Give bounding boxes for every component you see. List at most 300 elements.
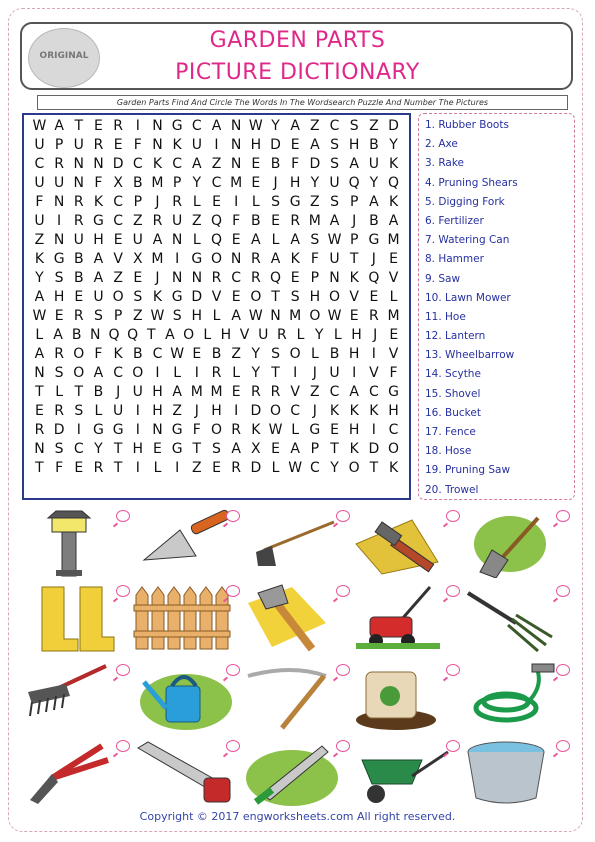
puzzle-letter[interactable]: D	[53, 422, 65, 438]
puzzle-letter[interactable]: Q	[210, 213, 222, 229]
puzzle-letter[interactable]: V	[211, 289, 222, 305]
puzzle-letter[interactable]: Z	[34, 232, 45, 248]
puzzle-letter[interactable]: H	[348, 137, 360, 153]
puzzle-letter[interactable]: Q	[269, 270, 282, 286]
puzzle-letter[interactable]: V	[388, 270, 399, 286]
puzzle-letter[interactable]: I	[194, 365, 199, 381]
puzzle-letter[interactable]: A	[165, 327, 175, 343]
puzzle-letter[interactable]: D	[250, 403, 262, 419]
puzzle-letter[interactable]: P	[113, 308, 123, 324]
puzzle-letter[interactable]: J	[194, 403, 199, 419]
puzzle-letter[interactable]: K	[34, 251, 45, 267]
puzzle-letter[interactable]: M	[210, 384, 223, 400]
puzzle-letter[interactable]: U	[34, 137, 45, 153]
puzzle-letter[interactable]: Y	[389, 137, 398, 153]
puzzle-letter[interactable]: D	[270, 137, 281, 153]
puzzle-letter[interactable]: K	[113, 346, 123, 362]
puzzle-letter[interactable]: R	[93, 137, 104, 153]
puzzle-letter[interactable]: G	[289, 194, 301, 210]
puzzle-letter[interactable]: R	[54, 156, 64, 172]
puzzle-letter[interactable]: J	[155, 194, 160, 210]
puzzle-letter[interactable]: L	[271, 232, 280, 248]
puzzle-letter[interactable]: C	[172, 156, 183, 172]
puzzle-letter[interactable]: I	[234, 403, 239, 419]
number-bubble[interactable]	[226, 664, 240, 676]
puzzle-letter[interactable]: O	[269, 403, 282, 419]
number-bubble[interactable]	[226, 740, 240, 752]
puzzle-letter[interactable]: N	[230, 156, 242, 172]
puzzle-letter[interactable]: S	[330, 137, 339, 153]
puzzle-letter[interactable]: D	[309, 156, 321, 172]
puzzle-letter[interactable]: C	[113, 213, 124, 229]
puzzle-letter[interactable]: K	[152, 289, 163, 305]
puzzle-letter[interactable]: F	[35, 194, 44, 210]
puzzle-letter[interactable]: U	[329, 175, 340, 191]
puzzle-letter[interactable]: N	[171, 270, 183, 286]
puzzle-letter[interactable]: R	[54, 403, 64, 419]
puzzle-letter[interactable]: S	[330, 156, 339, 172]
puzzle-letter[interactable]: V	[369, 365, 379, 381]
puzzle-letter[interactable]: S	[172, 308, 182, 324]
puzzle-letter[interactable]: E	[389, 251, 398, 267]
puzzle-letter[interactable]: N	[53, 194, 65, 210]
puzzle-letter[interactable]: S	[74, 403, 84, 419]
puzzle-letter[interactable]: E	[192, 346, 202, 362]
puzzle-letter[interactable]: P	[310, 441, 320, 457]
puzzle-letter[interactable]: E	[251, 175, 261, 191]
puzzle-letter[interactable]: E	[290, 270, 300, 286]
puzzle-letter[interactable]: R	[172, 194, 183, 210]
number-bubble[interactable]	[556, 740, 570, 752]
puzzle-letter[interactable]: Z	[133, 308, 143, 324]
puzzle-letter[interactable]: D	[250, 460, 262, 476]
puzzle-letter[interactable]: B	[211, 346, 222, 362]
puzzle-letter[interactable]: U	[53, 175, 65, 191]
puzzle-letter[interactable]: A	[172, 384, 182, 400]
puzzle-letter[interactable]: N	[90, 327, 101, 343]
puzzle-letter[interactable]: C	[309, 460, 320, 476]
puzzle-letter[interactable]: R	[211, 365, 222, 381]
puzzle-letter[interactable]: B	[329, 346, 340, 362]
puzzle-letter[interactable]: K	[369, 403, 379, 419]
puzzle-letter[interactable]: Y	[314, 327, 324, 343]
puzzle-letter[interactable]: V	[239, 327, 250, 343]
puzzle-letter[interactable]: L	[192, 232, 201, 248]
puzzle-letter[interactable]: W	[288, 460, 303, 476]
number-bubble[interactable]	[336, 664, 350, 676]
puzzle-letter[interactable]: Q	[368, 270, 380, 286]
puzzle-letter[interactable]: W	[32, 308, 47, 324]
puzzle-letter[interactable]: M	[387, 232, 400, 248]
puzzle-letter[interactable]: O	[388, 441, 400, 457]
puzzle-letter[interactable]: Y	[271, 118, 280, 134]
puzzle-letter[interactable]: E	[330, 422, 339, 438]
puzzle-letter[interactable]: A	[388, 213, 399, 229]
puzzle-letter[interactable]: Q	[348, 175, 360, 191]
puzzle-letter[interactable]: N	[34, 441, 45, 457]
number-bubble[interactable]	[446, 664, 460, 676]
puzzle-letter[interactable]: U	[258, 327, 269, 343]
puzzle-letter[interactable]: U	[73, 137, 84, 153]
puzzle-letter[interactable]: U	[34, 175, 45, 191]
puzzle-letter[interactable]: I	[371, 422, 376, 438]
puzzle-letter[interactable]: K	[388, 156, 399, 172]
puzzle-letter[interactable]: G	[53, 251, 65, 267]
puzzle-letter[interactable]: M	[190, 384, 203, 400]
puzzle-letter[interactable]: B	[93, 384, 104, 400]
puzzle-letter[interactable]: H	[152, 403, 163, 419]
puzzle-letter[interactable]: K	[93, 194, 104, 210]
puzzle-letter[interactable]: F	[192, 422, 201, 438]
puzzle-letter[interactable]: N	[191, 270, 203, 286]
puzzle-letter[interactable]: S	[133, 289, 143, 305]
puzzle-letter[interactable]: V	[113, 251, 123, 267]
puzzle-letter[interactable]: L	[310, 346, 319, 362]
puzzle-letter[interactable]: K	[388, 194, 399, 210]
puzzle-letter[interactable]: C	[34, 156, 45, 172]
puzzle-letter[interactable]: A	[349, 384, 359, 400]
puzzle-letter[interactable]: I	[234, 194, 239, 210]
puzzle-letter[interactable]: K	[349, 270, 359, 286]
puzzle-letter[interactable]: D	[388, 118, 399, 134]
puzzle-letter[interactable]: L	[153, 460, 162, 476]
puzzle-letter[interactable]: N	[329, 270, 340, 286]
puzzle-letter[interactable]: Q	[127, 327, 139, 343]
puzzle-letter[interactable]: J	[373, 327, 378, 343]
puzzle-letter[interactable]: P	[54, 137, 64, 153]
puzzle-letter[interactable]: I	[57, 213, 62, 229]
puzzle-letter[interactable]: E	[389, 327, 399, 343]
puzzle-letter[interactable]: N	[152, 422, 163, 438]
puzzle-letter[interactable]: E	[74, 289, 84, 305]
puzzle-letter[interactable]: I	[214, 137, 219, 153]
puzzle-letter[interactable]: S	[310, 232, 320, 248]
puzzle-letter[interactable]: M	[151, 251, 164, 267]
puzzle-letter[interactable]: N	[73, 175, 85, 191]
puzzle-letter[interactable]: T	[330, 441, 339, 457]
puzzle-letter[interactable]: J	[312, 365, 317, 381]
puzzle-letter[interactable]: R	[369, 308, 379, 324]
puzzle-letter[interactable]: P	[349, 232, 359, 248]
puzzle-letter[interactable]: G	[93, 213, 104, 229]
puzzle-letter[interactable]: B	[251, 213, 261, 229]
puzzle-letter[interactable]: F	[291, 156, 300, 172]
puzzle-letter[interactable]: S	[212, 441, 221, 457]
puzzle-letter[interactable]: Y	[369, 175, 379, 191]
puzzle-letter[interactable]: T	[271, 289, 280, 305]
puzzle-letter[interactable]: W	[32, 118, 47, 134]
puzzle-letter[interactable]: F	[94, 175, 103, 191]
number-bubble[interactable]	[226, 585, 240, 597]
puzzle-letter[interactable]: J	[352, 213, 357, 229]
puzzle-letter[interactable]: G	[171, 422, 183, 438]
puzzle-letter[interactable]: O	[309, 308, 321, 324]
puzzle-letter[interactable]: B	[73, 251, 84, 267]
puzzle-letter[interactable]: W	[327, 308, 342, 324]
puzzle-letter[interactable]: S	[349, 118, 359, 134]
puzzle-letter[interactable]: S	[271, 346, 280, 362]
puzzle-letter[interactable]: A	[53, 327, 63, 343]
puzzle-letter[interactable]: L	[192, 194, 201, 210]
puzzle-letter[interactable]: E	[74, 460, 84, 476]
puzzle-letter[interactable]: F	[310, 251, 319, 267]
puzzle-letter[interactable]: N	[270, 308, 281, 324]
puzzle-letter[interactable]: I	[371, 346, 376, 362]
puzzle-letter[interactable]: A	[54, 118, 64, 134]
puzzle-letter[interactable]: N	[53, 232, 65, 248]
puzzle-letter[interactable]: E	[212, 460, 221, 476]
number-bubble[interactable]	[446, 510, 460, 522]
puzzle-letter[interactable]: R	[73, 194, 84, 210]
puzzle-letter[interactable]: S	[54, 441, 64, 457]
puzzle-letter[interactable]: G	[93, 422, 104, 438]
puzzle-letter[interactable]: E	[290, 137, 300, 153]
puzzle-letter[interactable]: C	[329, 384, 340, 400]
puzzle-letter[interactable]: T	[113, 441, 123, 457]
puzzle-letter[interactable]: E	[94, 118, 103, 134]
puzzle-letter[interactable]: B	[73, 270, 84, 286]
puzzle-letter[interactable]: I	[135, 460, 140, 476]
puzzle-letter[interactable]: L	[333, 327, 342, 343]
puzzle-letter[interactable]: B	[133, 346, 143, 362]
puzzle-letter[interactable]: O	[348, 460, 360, 476]
puzzle-letter[interactable]: Z	[310, 118, 320, 134]
puzzle-letter[interactable]: G	[171, 118, 183, 134]
puzzle-letter[interactable]: M	[151, 175, 164, 191]
puzzle-letter[interactable]: S	[54, 270, 64, 286]
puzzle-letter[interactable]: G	[191, 251, 203, 267]
puzzle-letter[interactable]: H	[388, 403, 399, 419]
puzzle-letter[interactable]: H	[191, 308, 203, 324]
puzzle-letter[interactable]: K	[329, 403, 340, 419]
puzzle-letter[interactable]: U	[191, 137, 202, 153]
puzzle-letter[interactable]: E	[113, 232, 123, 248]
puzzle-letter[interactable]: Z	[172, 403, 182, 419]
puzzle-letter[interactable]: U	[329, 251, 340, 267]
puzzle-letter[interactable]: W	[170, 346, 185, 362]
puzzle-letter[interactable]: O	[73, 346, 85, 362]
puzzle-letter[interactable]: E	[271, 213, 280, 229]
puzzle-letter[interactable]: P	[172, 175, 182, 191]
puzzle-letter[interactable]: Q	[108, 327, 120, 343]
puzzle-letter[interactable]: C	[211, 175, 222, 191]
puzzle-letter[interactable]: Y	[94, 441, 103, 457]
puzzle-letter[interactable]: H	[132, 441, 144, 457]
puzzle-letter[interactable]: L	[291, 422, 300, 438]
puzzle-letter[interactable]: L	[232, 365, 241, 381]
puzzle-letter[interactable]: N	[230, 137, 242, 153]
puzzle-letter[interactable]: A	[152, 232, 163, 248]
puzzle-letter[interactable]: A	[270, 251, 281, 267]
puzzle-letter[interactable]: Z	[192, 460, 202, 476]
puzzle-letter[interactable]: G	[368, 232, 380, 248]
puzzle-letter[interactable]: H	[93, 232, 104, 248]
puzzle-letter[interactable]: N	[230, 251, 242, 267]
puzzle-letter[interactable]: W	[268, 422, 283, 438]
puzzle-letter[interactable]: R	[276, 327, 287, 343]
puzzle-letter[interactable]: T	[74, 384, 84, 400]
number-bubble[interactable]	[336, 510, 350, 522]
puzzle-letter[interactable]: Y	[35, 270, 44, 286]
puzzle-letter[interactable]: L	[173, 365, 182, 381]
puzzle-letter[interactable]: R	[250, 251, 261, 267]
puzzle-letter[interactable]: W	[248, 118, 263, 134]
puzzle-letter[interactable]: L	[296, 327, 305, 343]
puzzle-letter[interactable]: Z	[231, 346, 241, 362]
puzzle-letter[interactable]: V	[388, 346, 399, 362]
puzzle-letter[interactable]: L	[55, 384, 64, 400]
puzzle-letter[interactable]: H	[220, 327, 232, 343]
puzzle-letter[interactable]: M	[308, 213, 321, 229]
puzzle-letter[interactable]: U	[329, 365, 340, 381]
puzzle-letter[interactable]: Y	[251, 365, 261, 381]
puzzle-letter[interactable]: K	[349, 441, 359, 457]
puzzle-letter[interactable]: E	[251, 156, 261, 172]
puzzle-letter[interactable]: S	[94, 308, 103, 324]
puzzle-letter[interactable]: I	[352, 365, 357, 381]
puzzle-letter[interactable]: I	[135, 118, 140, 134]
puzzle-letter[interactable]: P	[310, 270, 320, 286]
puzzle-letter[interactable]: R	[250, 384, 261, 400]
puzzle-letter[interactable]: K	[290, 251, 300, 267]
puzzle-letter[interactable]: A	[251, 232, 261, 248]
puzzle-letter[interactable]: Y	[310, 175, 320, 191]
puzzle-letter[interactable]: C	[388, 422, 399, 438]
puzzle-letter[interactable]: R	[93, 460, 104, 476]
puzzle-letter[interactable]: A	[93, 365, 104, 381]
puzzle-letter[interactable]: H	[289, 175, 301, 191]
puzzle-letter[interactable]: R	[211, 270, 222, 286]
puzzle-letter[interactable]: H	[348, 422, 360, 438]
puzzle-letter[interactable]: I	[76, 422, 81, 438]
puzzle-letter[interactable]: F	[55, 460, 64, 476]
puzzle-letter[interactable]: R	[231, 460, 242, 476]
puzzle-letter[interactable]: B	[270, 156, 281, 172]
puzzle-letter[interactable]: X	[133, 251, 143, 267]
puzzle-letter[interactable]: K	[388, 460, 399, 476]
puzzle-letter[interactable]: A	[192, 156, 202, 172]
puzzle-letter[interactable]: C	[113, 365, 124, 381]
puzzle-letter[interactable]: A	[34, 289, 45, 305]
puzzle-letter[interactable]: R	[34, 422, 45, 438]
puzzle-letter[interactable]: W	[327, 232, 342, 248]
puzzle-letter[interactable]: P	[349, 194, 359, 210]
puzzle-letter[interactable]: U	[34, 213, 45, 229]
puzzle-letter[interactable]: N	[230, 118, 242, 134]
puzzle-letter[interactable]: I	[135, 422, 140, 438]
number-bubble[interactable]	[116, 664, 130, 676]
puzzle-letter[interactable]: R	[250, 270, 261, 286]
puzzle-letter[interactable]: P	[133, 194, 143, 210]
puzzle-letter[interactable]: Z	[211, 156, 222, 172]
puzzle-letter[interactable]: Z	[192, 213, 202, 229]
puzzle-letter[interactable]: S	[54, 365, 64, 381]
puzzle-letter[interactable]: J	[116, 384, 121, 400]
puzzle-letter[interactable]: A	[93, 270, 104, 286]
puzzle-letter[interactable]: X	[251, 441, 261, 457]
number-bubble[interactable]	[446, 740, 460, 752]
puzzle-letter[interactable]: I	[293, 365, 298, 381]
puzzle-letter[interactable]: C	[290, 403, 301, 419]
puzzle-letter[interactable]: J	[371, 251, 376, 267]
puzzle-letter[interactable]: O	[73, 365, 85, 381]
puzzle-letter[interactable]: E	[35, 403, 44, 419]
puzzle-letter[interactable]: A	[93, 251, 104, 267]
puzzle-letter[interactable]: A	[349, 156, 359, 172]
puzzle-letter[interactable]: E	[231, 289, 241, 305]
puzzle-letter[interactable]: I	[175, 460, 180, 476]
puzzle-letter[interactable]: I	[135, 403, 140, 419]
puzzle-letter[interactable]: R	[231, 422, 242, 438]
puzzle-letter[interactable]: L	[389, 289, 398, 305]
number-bubble[interactable]	[116, 510, 130, 522]
puzzle-letter[interactable]: A	[369, 194, 379, 210]
puzzle-letter[interactable]: C	[113, 194, 124, 210]
puzzle-letter[interactable]: G	[171, 289, 183, 305]
puzzle-letter[interactable]: K	[152, 156, 163, 172]
puzzle-letter[interactable]: E	[369, 289, 379, 305]
puzzle-letter[interactable]: D	[112, 156, 124, 172]
puzzle-letter[interactable]: M	[230, 175, 243, 191]
puzzle-letter[interactable]: U	[368, 156, 379, 172]
puzzle-letter[interactable]: Y	[330, 460, 339, 476]
puzzle-letter[interactable]: A	[231, 441, 241, 457]
puzzle-letter[interactable]: Z	[133, 213, 143, 229]
puzzle-letter[interactable]: B	[71, 327, 82, 343]
puzzle-letter[interactable]: T	[271, 365, 280, 381]
puzzle-letter[interactable]: K	[251, 422, 261, 438]
puzzle-letter[interactable]: S	[290, 289, 300, 305]
number-bubble[interactable]	[226, 510, 240, 522]
puzzle-letter[interactable]: C	[368, 384, 379, 400]
puzzle-letter[interactable]: H	[152, 384, 163, 400]
puzzle-letter[interactable]: G	[112, 422, 124, 438]
puzzle-letter[interactable]: A	[310, 137, 320, 153]
puzzle-letter[interactable]: A	[329, 213, 340, 229]
puzzle-letter[interactable]: V	[349, 289, 359, 305]
puzzle-letter[interactable]: E	[231, 384, 241, 400]
puzzle-letter[interactable]: O	[183, 327, 195, 343]
puzzle-letter[interactable]: H	[211, 403, 222, 419]
puzzle-letter[interactable]: M	[289, 308, 302, 324]
puzzle-letter[interactable]: L	[203, 327, 212, 343]
puzzle-letter[interactable]: R	[290, 213, 301, 229]
puzzle-letter[interactable]: C	[152, 346, 163, 362]
puzzle-letter[interactable]: G	[309, 422, 321, 438]
puzzle-letter[interactable]: V	[290, 384, 300, 400]
puzzle-letter[interactable]: E	[271, 441, 280, 457]
puzzle-letter[interactable]: E	[113, 137, 123, 153]
puzzle-letter[interactable]: T	[192, 441, 202, 457]
puzzle-letter[interactable]: Y	[192, 175, 202, 191]
puzzle-letter[interactable]: R	[113, 118, 123, 134]
puzzle-letter[interactable]: N	[152, 118, 163, 134]
puzzle-letter[interactable]: T	[74, 118, 84, 134]
puzzle-letter[interactable]: F	[94, 346, 103, 362]
puzzle-letter[interactable]: K	[349, 403, 359, 419]
puzzle-letter[interactable]: O	[210, 251, 222, 267]
puzzle-letter[interactable]: O	[132, 365, 144, 381]
puzzle-letter[interactable]: E	[212, 194, 221, 210]
puzzle-letter[interactable]: O	[112, 289, 124, 305]
puzzle-letter[interactable]: A	[290, 118, 300, 134]
puzzle-letter[interactable]: R	[270, 384, 281, 400]
puzzle-letter[interactable]: E	[231, 232, 241, 248]
puzzle-letter[interactable]: Y	[251, 346, 261, 362]
number-bubble[interactable]	[336, 740, 350, 752]
puzzle-letter[interactable]: A	[290, 232, 300, 248]
puzzle-letter[interactable]: F	[133, 137, 142, 153]
